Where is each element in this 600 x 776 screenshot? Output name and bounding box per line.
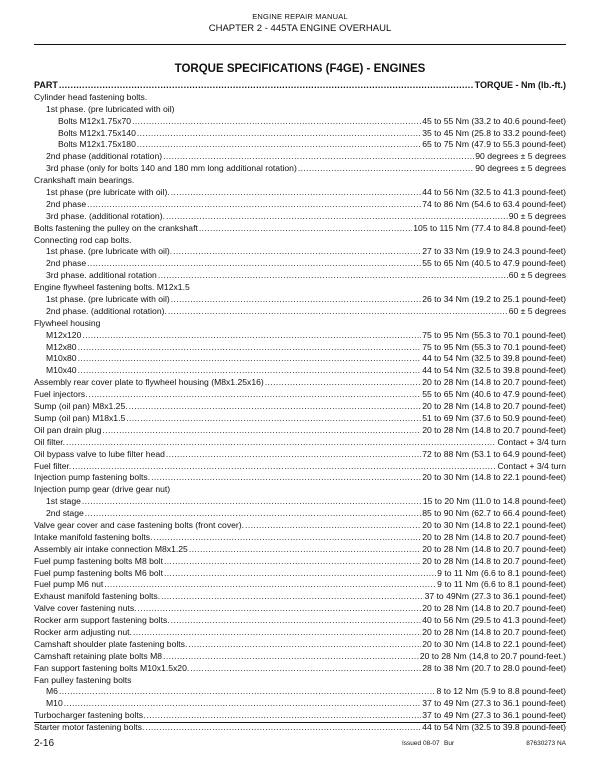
dot-leader (82, 496, 422, 508)
dot-leader (145, 722, 421, 734)
part-label: Rocker arm adjusting nut. (34, 626, 132, 637)
part-label: Camshaft shoulder plate fastening bolts. (34, 638, 188, 649)
torque-value: 90 ± 5 degrees (508, 210, 566, 221)
part-number: 87630273 NA (526, 740, 566, 747)
part-label: 2nd stage (46, 508, 84, 519)
part-label: Flywheel housing (34, 317, 101, 328)
dot-leader (104, 579, 436, 591)
dot-leader (163, 651, 419, 663)
torque-value: 74 to 86 Nm (54.6 to 63.4 pound-feet) (422, 198, 566, 209)
dot-leader (137, 128, 421, 140)
table-row (34, 615, 566, 627)
table-row (34, 187, 566, 199)
part-label: Bolts M12x1.75x70 (58, 115, 132, 126)
dot-leader (64, 698, 421, 710)
torque-value: 15 to 20 Nm (11.0 to 14.8 pound-feet) (422, 496, 566, 507)
table-row (34, 508, 566, 520)
table-row (34, 139, 566, 151)
table-row (34, 651, 566, 663)
table-row (34, 544, 566, 556)
part-label: M10x40 (46, 365, 77, 376)
dot-leader (298, 163, 474, 175)
table-row (34, 603, 566, 615)
torque-value: 20 to 28 Nm (14.8 to 20.7 pound-feet) (422, 424, 566, 435)
dot-leader (171, 187, 421, 199)
torque-value: 85 to 90 Nm (62.7 to 66.4 pound-feet) (422, 508, 566, 519)
part-label: 2nd phase (46, 198, 87, 209)
table-row (34, 282, 566, 294)
torque-value: 60 ± 5 degrees (508, 305, 566, 316)
part-label: M10x80 (46, 353, 77, 364)
part-label: Camshaft retaining plate bolts M8 (34, 650, 163, 661)
part-label: Fan pulley fastening bolts (34, 674, 132, 685)
torque-value: 20 to 28 Nm (14,8 to 20.7 pound-feet.) (419, 650, 566, 661)
dot-leader (188, 639, 421, 651)
table-row (34, 437, 566, 449)
torque-value: 20 to 28 Nm (14.8 to 20.7 pound-feet) (422, 626, 566, 637)
dot-leader (132, 116, 421, 128)
torque-value: 44 to 54 Nm (32.5 to 39.8 pound-feet) (422, 722, 566, 733)
dot-leader (87, 199, 421, 211)
table-header-row (34, 80, 566, 92)
dot-leader (78, 365, 422, 377)
part-label: 2nd phase (46, 258, 87, 269)
torque-value: 20 to 28 Nm (14.8 to 20.7 pound-feet) (422, 543, 566, 554)
dot-leader (168, 306, 508, 318)
dot-leader (171, 294, 421, 306)
table-row (34, 591, 566, 603)
table-row (34, 223, 566, 235)
table-row (34, 461, 566, 473)
dot-leader (82, 330, 421, 342)
table-row (34, 722, 566, 734)
dot-leader (89, 389, 422, 401)
part-label: 1st stage (46, 496, 81, 507)
torque-value: 20 to 28 Nm (14.8 to 20.7 pound-feet) (422, 401, 566, 412)
table-row (34, 258, 566, 270)
part-label: Exhaust manifold fastening bolts. (34, 591, 161, 602)
dot-leader (199, 223, 412, 235)
page-header (0, 12, 600, 34)
part-label: Crankshaft main bearings. (34, 175, 135, 186)
part-label: Bolts fastening the pulley on the crankshaft (34, 222, 198, 233)
table-row (34, 211, 566, 223)
dot-leader (87, 258, 421, 270)
part-label: M12x120 (46, 329, 82, 340)
table-row (34, 579, 566, 591)
table-row (34, 318, 566, 330)
part-label: Valve cover fastening nuts. (34, 603, 137, 614)
table-row (34, 294, 566, 306)
torque-value: 8 to 12 Nm (5.9 to 8.8 pound-feet) (436, 686, 566, 697)
dot-leader (189, 544, 421, 556)
torque-value: 65 to 75 Nm (47.9 to 55.3 pound-feet) (422, 139, 566, 150)
table-row (34, 698, 566, 710)
table-row (34, 627, 566, 639)
part-label: 1st phase. (pre lubricate with oil) (46, 294, 170, 305)
torque-value: 27 to 33 Nm (19.9 to 24.3 pound-feet) (422, 246, 566, 257)
table-row (34, 520, 566, 532)
part-label: Oil bypass valve to lube filter head (34, 448, 165, 459)
dot-leader (133, 627, 421, 639)
dot-leader (66, 437, 496, 449)
torque-value: 37 to 49 Nm (27.3 to 36.1 pound-feet) (422, 698, 566, 709)
table-row (34, 556, 566, 568)
torque-value: 20 to 30 Nm (14.8 to 22.1 pound-feet) (422, 519, 566, 530)
table-row (34, 401, 566, 413)
torque-value: 9 to 11 Nm (6.6 to 8.1 pound-feet) (437, 567, 566, 578)
part-label: Fuel pump M6 nut (34, 579, 104, 590)
part-label: Bolts M12x1.75x180 (58, 139, 136, 150)
torque-value: 44 to 54 Nm (32.5 to 39.8 pound-feet) (422, 353, 566, 364)
torque-value: 37 to 49Nm (27.3 to 36.1 pound-feet) (424, 591, 566, 602)
table-row (34, 128, 566, 140)
part-label: Starter motor fastening bolts. (34, 722, 145, 733)
part-label: Fuel injectors. (34, 389, 88, 400)
part-label: Fan support fastening bolts M10x1.5x20. (34, 662, 190, 673)
dot-leader (59, 686, 436, 698)
part-label: Bolts M12x1.75x140 (58, 127, 136, 138)
dot-leader (59, 80, 474, 92)
table-row (34, 342, 566, 354)
table-row (34, 235, 566, 247)
dot-leader (138, 603, 422, 615)
table-row (34, 163, 566, 175)
table-row (34, 330, 566, 342)
torque-value: 45 to 55 Nm (33.2 to 40.6 pound-feet) (422, 115, 566, 126)
table-row (34, 449, 566, 461)
dot-leader (129, 401, 422, 413)
header-rule (34, 44, 566, 45)
dot-leader (72, 461, 496, 473)
dot-leader (146, 710, 421, 722)
part-label: 2nd phase. (additional rotation). (46, 305, 167, 316)
part-label: Valve gear cover and case fastening bolts (front cover). (34, 519, 245, 530)
part-label: Cylinder head fastening bolts. (34, 91, 148, 102)
dot-leader (166, 449, 421, 461)
table-row (34, 270, 566, 282)
part-label: Rocker arm support fastening bolts. (34, 615, 170, 626)
part-label: Sump (oil pan) M18x1.5 (34, 412, 126, 423)
torque-value: 28 to 38 Nm (20.7 to 28.0 pound-feet) (422, 662, 566, 673)
dot-leader (265, 377, 421, 389)
part-label: 2nd phase (additional rotation) (46, 151, 163, 162)
torque-value: 75 to 95 Nm (55.3 to 70.1 pound-feet) (422, 341, 566, 352)
part-label: Intake manifold fastening bolts. (34, 531, 153, 542)
part-label: Fuel pump fastening bolts M8 bolt (34, 555, 163, 566)
table-row (34, 532, 566, 544)
torque-value: 20 to 28 Nm (14.8 to 20.7 pound-feet) (422, 603, 566, 614)
part-label: 3rd phase. additional rotation (46, 270, 157, 281)
table-row (34, 663, 566, 675)
torque-value: 72 to 88 Nm (53.1 to 64.9 pound-feet) (422, 448, 566, 459)
table-row (34, 472, 566, 484)
part-label: 3rd phase. (additional rotation). (46, 210, 165, 221)
torque-value: 75 to 95 Nm (55.3 to 70.1 pound-feet) (422, 329, 566, 340)
dot-leader (166, 211, 508, 223)
part-label: Fuel filter. (34, 460, 72, 471)
table-row (34, 484, 566, 496)
table-row (34, 425, 566, 437)
table-row (34, 686, 566, 698)
part-label: Turbocharger fastening bolts. (34, 710, 146, 721)
torque-value: 35 to 45 Nm (25.8 to 33.2 pound-feet) (422, 127, 566, 138)
torque-value: 40 to 56 Nm (29.5 to 41.3 pound-feet) (422, 615, 566, 626)
part-label: 1st phase. (pre lubricate with oil). (46, 246, 173, 257)
torque-value: 55 to 65 Nm (40.5 to 47.9 pound-feet) (422, 258, 566, 269)
dot-leader (163, 151, 474, 163)
torque-value: 20 to 30 Nm (14.8 to 22.1 pound-feet) (422, 638, 566, 649)
part-label: Oil pan drain plug (34, 424, 102, 435)
part-label: Engine flywheel fastening bolts. M12x1.5 (34, 282, 190, 293)
table-row (34, 413, 566, 425)
torque-value: 20 to 28 Nm (14.8 to 20.7 pound-feet) (422, 531, 566, 542)
dot-leader (173, 246, 421, 258)
part-label: 1st phase (pre lubricate with oil). (46, 187, 170, 198)
table-row (34, 496, 566, 508)
torque-value: 26 to 34 Nm (19.2 to 25.1 pound-feet) (422, 294, 566, 305)
part-label: Oil filter. (34, 436, 66, 447)
part-label: M6 (46, 686, 58, 697)
dot-leader (158, 270, 508, 282)
dot-leader (190, 663, 421, 675)
torque-table (34, 80, 566, 734)
table-row (34, 710, 566, 722)
dot-leader (78, 353, 422, 365)
page-footer (34, 738, 566, 752)
torque-value: 55 to 65 Nm (40.6 to 47.9 pound-feet) (422, 389, 566, 400)
dot-leader (161, 591, 423, 603)
chapter-title: CHAPTER 2 - 445TA ENGINE OVERHAUL (208, 23, 392, 34)
table-row (34, 639, 566, 651)
torque-value: Contact + 3/4 turn (497, 460, 566, 471)
dot-leader (126, 413, 421, 425)
table-row (34, 175, 566, 187)
issue-date: Issued 08-07 (402, 740, 440, 747)
column-part-header: PART (34, 80, 58, 90)
table-row (34, 246, 566, 258)
table-row (34, 151, 566, 163)
dot-leader (153, 532, 421, 544)
torque-value: 9 to 11 Nm (6.6 to 8.1 pound-feet) (437, 579, 566, 590)
bur-label: Bur (444, 740, 455, 747)
torque-value: 44 to 54 Nm (32.5 to 39.8 pound-feet) (422, 365, 566, 376)
table-row (34, 365, 566, 377)
table-row (34, 116, 566, 128)
dot-leader (85, 508, 421, 520)
dot-leader (137, 139, 421, 151)
part-label: Injection pump gear (drive gear nut) (34, 484, 171, 495)
part-label: Sump (oil pan) M8x1.25. (34, 401, 128, 412)
dot-leader (78, 342, 422, 354)
table-body (34, 92, 566, 734)
part-label: Fuel pump fastening bolts M6 bolt (34, 567, 163, 578)
part-label: Injection pump fastening bolts. (34, 472, 151, 483)
table-row (34, 675, 566, 687)
dot-leader (245, 520, 421, 532)
torque-value: 44 to 56 Nm (32.5 to 41.3 pound-feet) (422, 187, 566, 198)
part-label: M10 (46, 698, 63, 709)
manual-title: ENGINE REPAIR MANUAL (252, 12, 348, 21)
torque-value: 37 to 49 Nm (27.3 to 36.1 pound-feet) (422, 710, 566, 721)
torque-value: 20 to 30 Nm (14.8 to 22.1 pound-feet) (422, 472, 566, 483)
part-label: 3rd phase (only for bolts 140 and 180 mm long additional rotation) (46, 163, 297, 174)
dot-leader (164, 568, 436, 580)
column-torque-header: TORQUE - Nm (lb.-ft.) (474, 80, 566, 90)
table-row (34, 92, 566, 104)
part-label: Connecting rod cap bolts. (34, 234, 132, 245)
table-row (34, 306, 566, 318)
torque-value: 90 degrees ± 5 degrees (475, 163, 566, 174)
dot-leader (171, 615, 422, 627)
part-label: Assembly rear cover plate to flywheel housing (M8x1.25x16) (34, 377, 264, 388)
table-row (34, 353, 566, 365)
part-label: Assembly air intake connection M8x1.25 (34, 543, 188, 554)
torque-value: 90 degrees ± 5 degrees (475, 151, 566, 162)
table-row (34, 104, 566, 116)
torque-value: 20 to 28 Nm (14.8 to 20.7 pound-feet) (422, 377, 566, 388)
torque-value: 60 ± 5 degrees (508, 270, 566, 281)
dot-leader (164, 556, 421, 568)
table-row (34, 377, 566, 389)
torque-value: 51 to 69 Nm (37.6 to 50.9 pound-feet) (422, 412, 566, 423)
table-row (34, 568, 566, 580)
page-title: TORQUE SPECIFICATIONS (F4GE) - ENGINES (174, 63, 426, 75)
table-row (34, 389, 566, 401)
table-row (34, 199, 566, 211)
torque-value: 20 to 28 Nm (14.8 to 20.7 pound-feet) (422, 555, 566, 566)
dot-leader (102, 425, 421, 437)
torque-value: 105 to 115 Nm (77.4 to 84.8 pound-feet) (413, 222, 566, 233)
torque-value: Contact + 3/4 turn (497, 436, 566, 447)
part-label: M12x80 (46, 341, 77, 352)
footer-rule (34, 722, 566, 723)
page-number: 2-16 (34, 738, 55, 749)
dot-leader (151, 472, 421, 484)
part-label: 1st phase. (pre lubricated with oil) (46, 103, 175, 114)
